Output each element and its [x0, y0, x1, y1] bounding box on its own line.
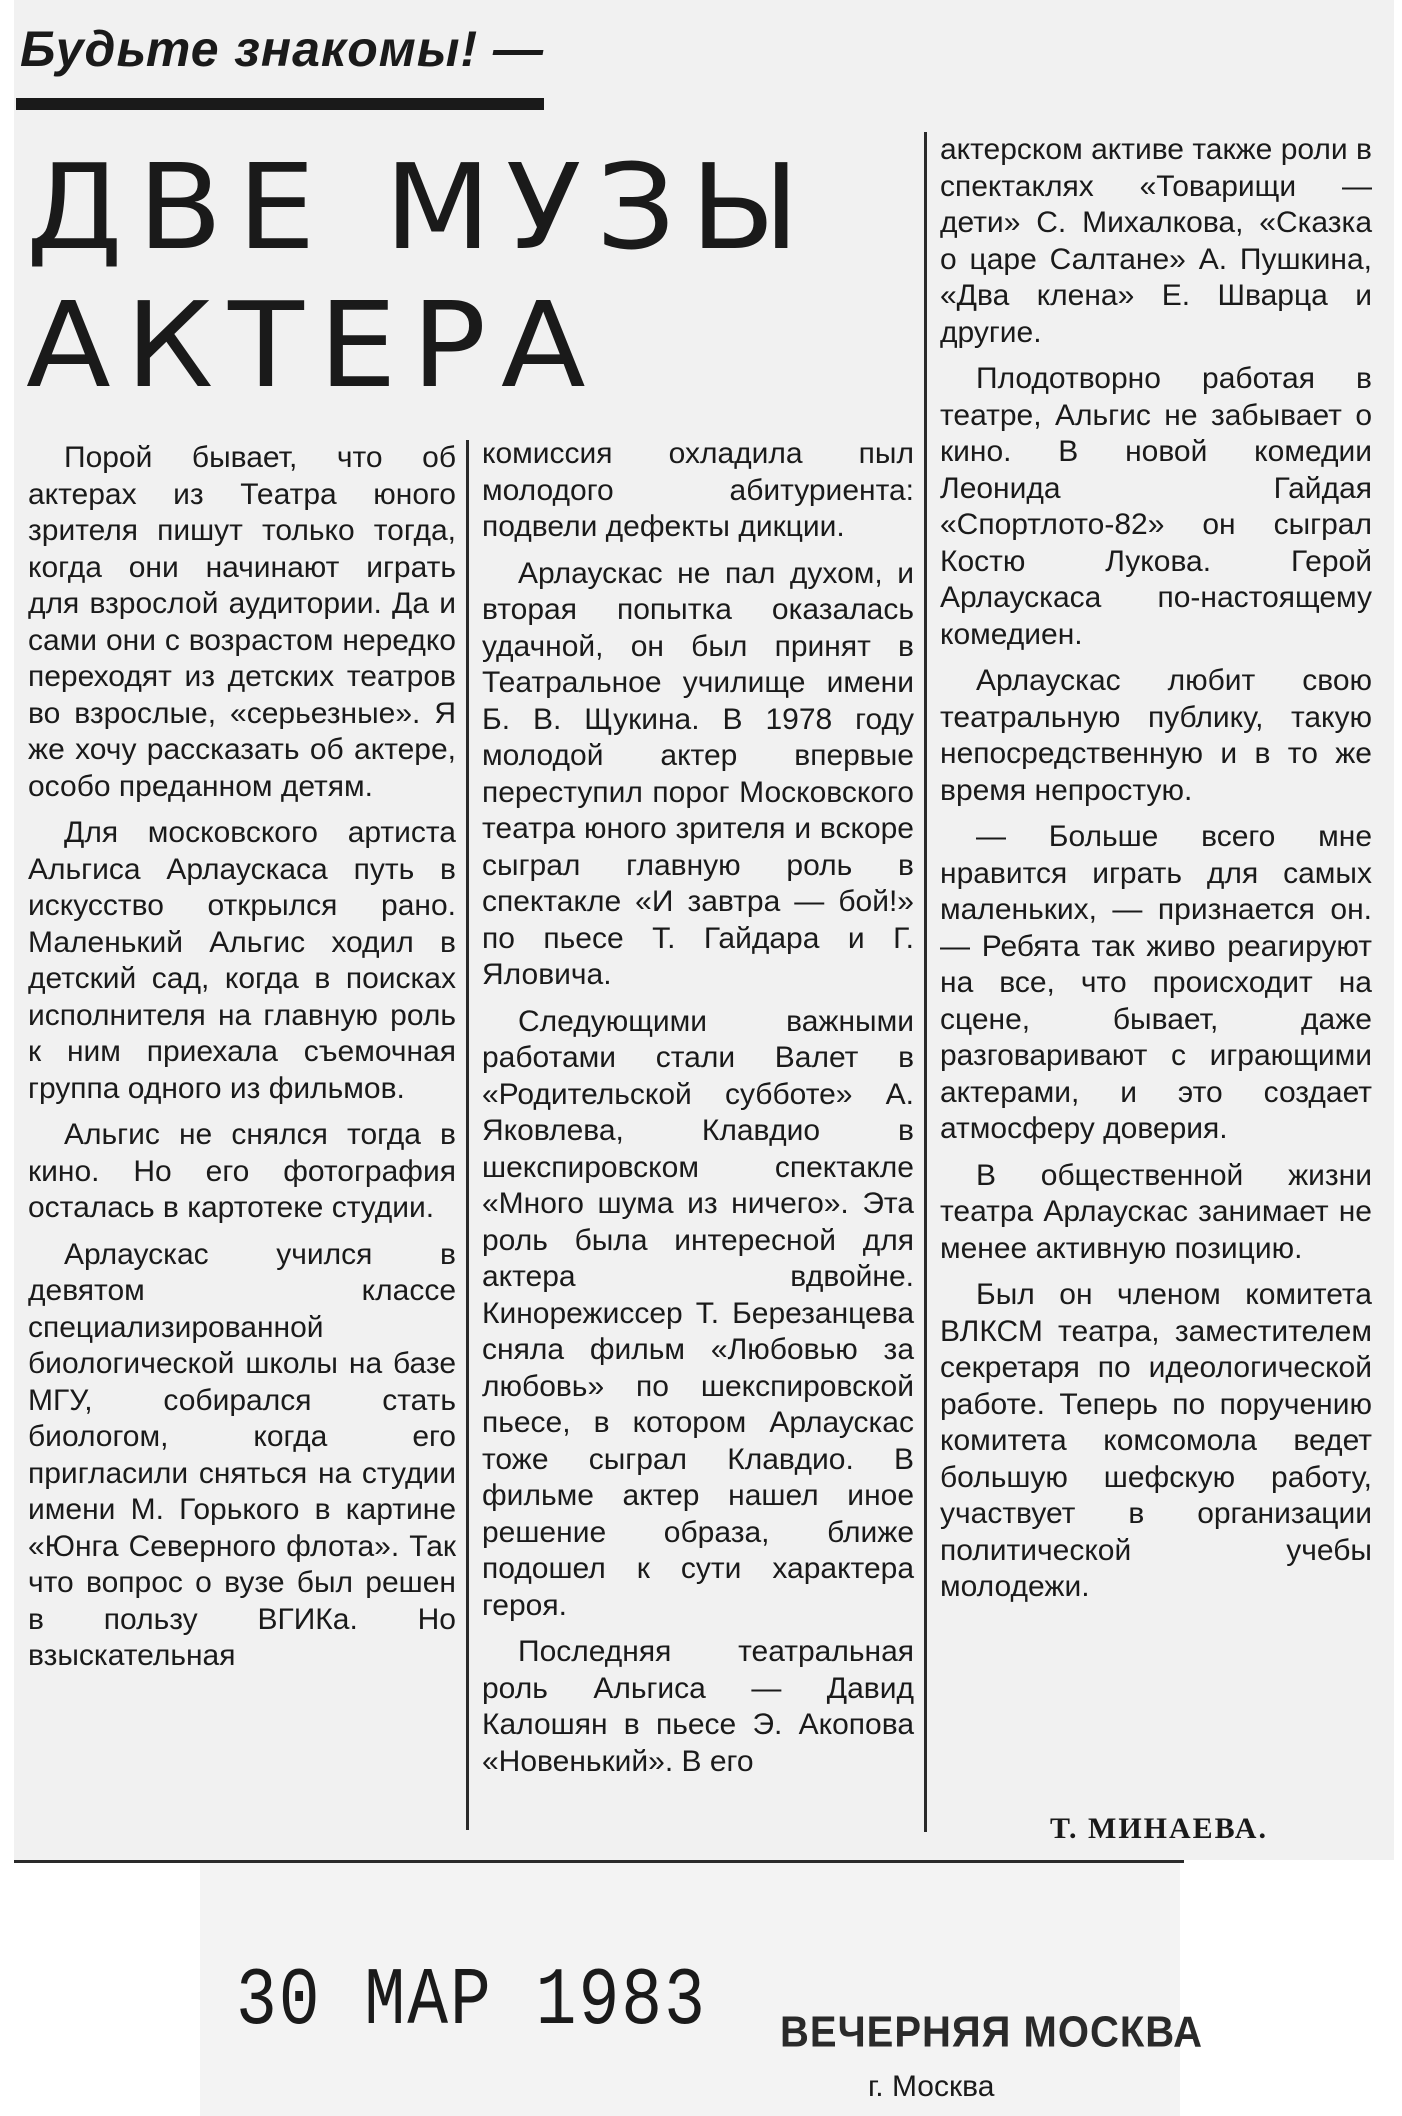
paragraph: Был он членом комитета ВЛКСМ театра, заместителем секретаря по идеологической работе. Теперь по поручению комитета комсомола ведет большую шефскую работу, участвует в организации политической учебы молодежи. — [940, 1278, 1372, 1603]
clipping-bottom-edge — [14, 1860, 1184, 1863]
paragraph: В общественной жизни театра Арлаускас занимает не менее активную позицию. — [940, 1158, 1372, 1265]
newspaper-name-stamp: ВЕЧЕРНЯЯ МОСКВА — [780, 2007, 1204, 2057]
rubric-underline-bar — [16, 98, 544, 110]
paragraph: Арлаускас не пал духом, и вторая попытка оказалась удачной, он был принят в Театральное училище имени Б. В. Щукина. В 1978 году молодой актер впервые переступил порог Московского театра юного зрителя и вскоре сыграл главную роль в спектакле «И завтра — бой!» по пьесе Т. Гайдара и Г. Яловича. — [482, 556, 914, 991]
paragraph: Арлаускас любит свою театральную публику, такую непосредственную и в то же время непростую. — [940, 664, 1372, 807]
rubric-heading: Будьте знакомы! — — [20, 21, 545, 77]
author-signature: Т. МИНАЕВА. — [1050, 1812, 1268, 1845]
headline — [26, 138, 950, 414]
paragraph: Порой бывает, что об актерах из Театра юного зрителя пишут только тогда, когда они начинают играть для взрослой аудитории. Да и сами они с возрастом нередко переходят из детских театров во взрослые, «серьезные». Я же хочу рассказать об актере, особо преданном детям. — [28, 441, 456, 803]
column-divider-2 — [924, 132, 927, 1832]
date-stamp: 30 МАР 1983 — [236, 1956, 707, 2049]
paragraph: комиссия охладила пыл молодого абитуриента: подвели дефекты дикции. — [482, 437, 914, 543]
city-stamp: г. Москва — [868, 2070, 995, 2103]
headline-line-2: АКТЕРА — [26, 276, 601, 414]
article-column-2 — [482, 436, 914, 1790]
paragraph: Альгис не снялся тогда в кино. Но его фотография осталась в картотеке студии. — [28, 1118, 456, 1224]
paragraph: Последняя театральная роль Альгиса — Давид Калошян в пьесе Э. Акопова «Новенький». В его — [482, 1635, 914, 1778]
headline-line-1: ДВЕ МУЗЫ — [26, 138, 815, 276]
column-divider-1 — [466, 440, 469, 1830]
paragraph: актерском активе также роли в спектаклях «Товарищи — дети» С. Михалкова, «Сказка о царе Салтане» А. Пушкина, «Два клена» Е. Шварца и другие. — [940, 133, 1372, 349]
paragraph: — Больше всего мне нравится играть для самых маленьких, — признается он. — Ребята так живо реагируют на все, что происходит на сцене, бывает, даже разговаривают с играющими актерами, и это создает атмосферу доверия. — [940, 820, 1372, 1145]
paragraph: Плодотворно работая в театре, Альгис не забывает о кино. В новой комедии Леонида Гайдая «Спортлото-82» он сыграл Костю Лукова. Герой Арлаускаса по-настоящему комедиен. — [940, 362, 1372, 651]
article-column-3 — [940, 132, 1372, 1616]
paragraph: Для московского артиста Альгиса Арлаускаса путь в искусство открылся рано. Маленький Альгис ходил в детский сад, когда в поисках исполнителя на главную роль к ним приехала съемочная группа одного из фильмов. — [28, 816, 456, 1105]
paragraph: Следующими важными работами стали Валет в «Родительской субботе» А. Яковлева, Клавдио в шекспировском спектакле «Много шума из ничего». Эта роль была интересной для актера вдвойне. Кинорежиссер Т. Березанцева сняла фильм «Любовью за любовь» по шекспировской пьесе, в котором Арлаускас тоже сыграл Клавдио. В фильме актер нашел иное решение образа, ближе подошел к сути характера героя. — [482, 1004, 914, 1622]
paragraph: Арлаускас учился в девятом классе специализированной биологической школы на базе МГУ, собирался стать биологом, когда его пригласили сняться на студии имени М. Горького в картине «Юнга Северного флота». Так что вопрос о вузе был решен в пользу ВГИКа. Но взыскательная — [28, 1237, 456, 1672]
article-column-1 — [28, 440, 456, 1685]
